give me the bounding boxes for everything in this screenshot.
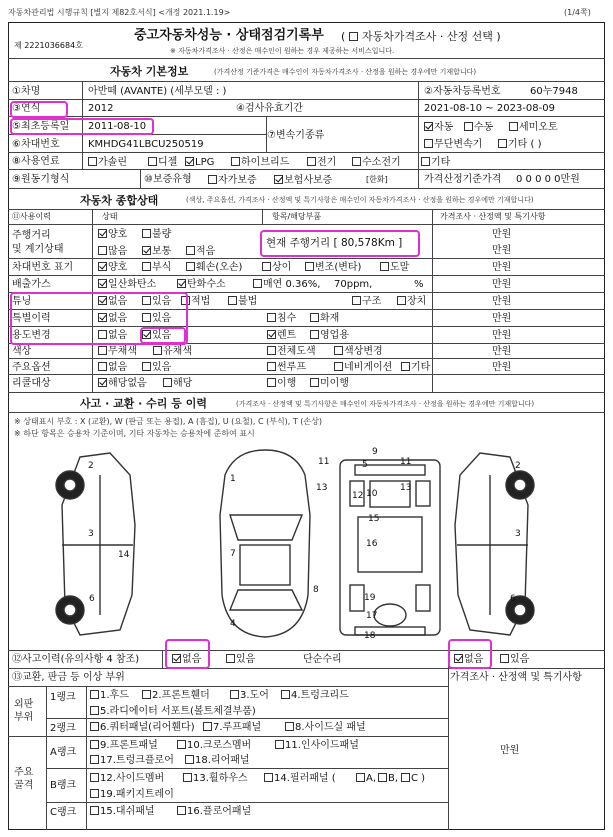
col-usage: ⑪사용이력	[12, 212, 51, 221]
diagram-number: 13	[400, 483, 412, 493]
year-value: 2012	[88, 103, 114, 114]
diagram-number: 12	[352, 491, 364, 501]
part-side-sill[interactable]: 8.사이드실 패널	[285, 722, 366, 733]
diagram-number: 6	[510, 594, 516, 604]
diagram-number: 17	[366, 611, 378, 621]
tuning-exists[interactable]: 있음	[142, 296, 171, 307]
diagram-number: 10	[366, 489, 378, 499]
part-cross-member[interactable]: 10.크로스멤버	[177, 740, 251, 751]
part-pillar-c[interactable]: C )	[401, 773, 425, 784]
warranty-company: [한화]	[366, 175, 388, 184]
first-reg-label: ⑤최초등록일	[12, 121, 70, 132]
rank-c-label: C랭크	[50, 807, 77, 818]
warranty-label: ⑩보증유형	[144, 174, 192, 185]
diagram-number: 3	[515, 529, 521, 539]
accident-note: (가격조사 · 산정액 및 특기사항은 매수인이 자동차가격조사 · 산정을 원하는 경우에만 기재합니다)	[236, 400, 535, 408]
emission-hc[interactable]: 탄화수소	[177, 279, 226, 290]
part-dash-panel[interactable]: 15.대쉬패널	[90, 806, 155, 817]
special-label: 특별이력	[12, 313, 51, 324]
options-label: 주요옵션	[12, 362, 51, 373]
vin-rust[interactable]: 부식	[142, 262, 171, 273]
basic-info-title: 자동차 기본정보	[110, 65, 189, 78]
tuning-label: 튜닝	[12, 296, 32, 307]
diagram-number: 4	[230, 619, 236, 629]
trans-other[interactable]: 기타 ( )	[498, 139, 541, 150]
car-diagram	[40, 445, 580, 645]
price-tuning: 만원	[492, 296, 512, 307]
warranty-self[interactable]: 자가보증	[208, 175, 257, 186]
vin-damage[interactable]: 훼손(오손)	[186, 262, 242, 273]
part-radiator-support[interactable]: 5.라디에이터 서포트(볼트체결부품)	[90, 706, 256, 717]
rank-1-label: 1랭크	[50, 692, 76, 703]
main-frame-label-2: 골격	[14, 780, 34, 791]
car-name-value: 아반떼 (AVANTE) (세부모델 : )	[88, 86, 227, 97]
part-wheel-house[interactable]: 13.휠하우스	[183, 773, 248, 784]
simple-repair-exists[interactable]: 있음	[500, 654, 529, 665]
recall-done[interactable]: 이행	[267, 378, 296, 389]
diagram-number: 2	[515, 461, 521, 471]
trans-manual[interactable]: 수동	[464, 122, 493, 133]
special-none[interactable]: 없음	[98, 313, 127, 324]
mileage-more[interactable]: 많음	[98, 246, 127, 257]
price-check-checkbox[interactable]	[349, 32, 358, 41]
exchange-label: ⑬교환, 판금 등 이상 부위	[12, 672, 125, 683]
vin-change[interactable]: 변조(변타)	[305, 262, 361, 273]
warranty-insurance[interactable]: 보험사보증	[274, 175, 332, 186]
mileage-label-1: 주행거리	[12, 230, 51, 241]
trans-label: ⑦변속기종류	[267, 130, 325, 141]
diagram-number: 18	[364, 631, 376, 641]
document-title: 중고자동차성능 · 상태점검기록부	[134, 28, 324, 43]
part-inside-panel[interactable]: 11.인사이드패널	[275, 740, 359, 751]
gauge-bad[interactable]: 불량	[142, 229, 171, 240]
col-price: 가격조사 · 산정액 및 특기사항	[440, 212, 546, 221]
options-exists[interactable]: 있음	[142, 362, 171, 373]
exchange-price: 만원	[500, 745, 520, 756]
title-suffix: 자동차가격조사 · 산정 선택 )	[362, 30, 501, 43]
rank-b-label: B랭크	[50, 780, 77, 791]
diagram-number: 7	[230, 549, 236, 559]
validity-label: ④검사유효기간	[236, 103, 303, 114]
car-frame-view	[340, 457, 440, 635]
emission-co[interactable]: 일산화탄소	[98, 279, 156, 290]
price-vin: 만원	[492, 262, 512, 273]
trans-semi[interactable]: 세미오토	[509, 122, 558, 133]
color-label: 색상	[12, 346, 32, 357]
diagram-number: 19	[364, 593, 376, 603]
vin-diff[interactable]: 상이	[262, 262, 291, 273]
accident-title: 사고 · 교환 · 수리 등 이력	[80, 397, 207, 410]
simple-repair-label: 단순수리	[303, 654, 342, 665]
price-usage: 만원	[492, 330, 512, 341]
diagram-number: 9	[372, 447, 378, 457]
recall-na[interactable]: 해당없음	[98, 378, 147, 389]
fuel-label: ⑧사용연료	[12, 156, 60, 167]
basic-info-note: (가격산정 기준가격은 매수인이 자동차가격조사 · 산정을 원하는 경우에만 기재합니다)	[214, 68, 477, 76]
color-chromatic[interactable]: 유채색	[153, 346, 192, 357]
price-options: 만원	[492, 362, 512, 373]
price-mileage-1: 만원	[492, 229, 512, 240]
col-detail: 항목/해당부품	[272, 212, 322, 221]
engine-label: ⑨원동기형식	[12, 174, 70, 185]
outer-label-1: 외판	[14, 699, 34, 710]
emission-label: 배출가스	[12, 279, 51, 290]
gauge-good[interactable]: 양호	[98, 229, 127, 240]
col-state: 상태	[102, 212, 118, 221]
trans-cvt[interactable]: 무단변속기	[424, 139, 482, 150]
part-hood[interactable]: 1.후드	[90, 690, 129, 701]
first-reg-value: 2011-08-10	[88, 121, 147, 132]
page-number: (1/4쪽)	[564, 8, 591, 17]
special-flood[interactable]: 침수	[267, 313, 296, 324]
exchange-price-col: 가격조사 · 산정액 및 특기사항	[450, 672, 582, 683]
part-pillar-b[interactable]: B,	[378, 773, 398, 784]
recall-yes[interactable]: 해당	[163, 378, 192, 389]
rank-2-label: 2랭크	[50, 723, 76, 734]
part-pillar-a[interactable]: A,	[356, 773, 376, 784]
options-none[interactable]: 없음	[98, 362, 127, 373]
vin-missing[interactable]: 도말	[380, 262, 409, 273]
tuning-illegal[interactable]: 불법	[228, 296, 257, 307]
document-number: 제 2221036684호	[14, 41, 83, 50]
diagram-number: 16	[366, 539, 378, 549]
recall-notdone[interactable]: 미이행	[310, 378, 349, 389]
reg-no-label: ②자동차등록번호	[424, 86, 501, 97]
color-change[interactable]: 색상변경	[334, 346, 383, 357]
diagram-number: 15	[368, 514, 380, 524]
diagram-number: 13	[316, 483, 328, 493]
tuning-structure[interactable]: 구조	[352, 296, 381, 307]
recall-label: 리콜대상	[12, 378, 51, 389]
car-left-side-view	[56, 453, 135, 635]
diagram-number: 1	[230, 474, 236, 484]
fuel-electric[interactable]: 전기	[307, 157, 336, 168]
diagram-number: 6	[89, 594, 95, 604]
part-floor-panel[interactable]: 16.플로어패널	[177, 806, 251, 817]
usage-none[interactable]: 없음	[98, 330, 127, 341]
vin-good[interactable]: 양호	[98, 262, 127, 273]
part-roof-panel[interactable]: 7.루프패널	[203, 722, 261, 733]
part-pillar-panel[interactable]: 14.필러패널 (	[264, 773, 336, 784]
special-fire[interactable]: 화재	[310, 313, 339, 324]
part-side-member[interactable]: 12.사이드멤버	[90, 773, 164, 784]
fuel-hydrogen[interactable]: 수소전기	[352, 157, 401, 168]
diagram-number: 3	[88, 529, 94, 539]
document-subnote: ※ 자동차가격조사 · 산정은 매수인이 원하는 경우 제공하는 서비스입니다.	[170, 47, 395, 55]
validity-value: 2021-08-10 ~ 2023-08-09	[424, 103, 555, 114]
history-label: ⑫사고이력(유의사항 4 참조)	[12, 654, 140, 665]
tuning-device[interactable]: 장치	[397, 296, 426, 307]
part-quarter-panel[interactable]: 6.쿼터패널(리어휀다)	[90, 722, 195, 733]
special-exists[interactable]: 있음	[142, 313, 171, 324]
fuel-diesel[interactable]: 디젤	[148, 157, 177, 168]
fuel-gasoline[interactable]: 가솔린	[88, 157, 127, 168]
usage-rent[interactable]: 렌트	[267, 330, 296, 341]
emission-smoke[interactable]: 매연 0.36%,	[253, 279, 320, 290]
option-sunroof[interactable]: 썬루프	[267, 362, 306, 373]
price-color: 만원	[492, 346, 512, 357]
price-basis-value: 0 0 0 0 0만원	[516, 174, 580, 185]
history-exists[interactable]: 있음	[226, 654, 255, 665]
title-paren-open: (	[341, 30, 346, 43]
price-mileage-2: 만원	[492, 245, 512, 256]
rank-a-label: A랭크	[50, 747, 77, 758]
usage-label: 용도변경	[12, 330, 51, 341]
diagram-number: 11	[318, 457, 330, 467]
emission-ppm: 70ppm,	[334, 279, 373, 290]
fuel-lpg[interactable]: LPG	[185, 157, 214, 168]
usage-exists[interactable]: 있음	[142, 330, 171, 341]
usage-business[interactable]: 영업용	[310, 330, 349, 341]
part-front-fender[interactable]: 2.프론트휀더	[142, 690, 210, 701]
tuning-none[interactable]: 없음	[98, 296, 127, 307]
vin-value: KMHDG41LBCU250519	[88, 139, 204, 150]
simple-repair-none[interactable]: 없음	[454, 654, 483, 665]
regulation-header: 자동차관리법 시행규칙 [별지 제82호서식] <개정 2021.1.19>	[8, 8, 231, 17]
trans-auto[interactable]: 자동	[424, 122, 453, 133]
price-basis-label: 가격산정기준가격	[424, 174, 502, 185]
reg-no-value: 60누7948	[530, 86, 578, 97]
overall-note: (색상, 주요옵션, 가격조사 · 산정액 및 특기사항은 매수인이 자동차가격조사 · 산정을 원하는 경우에만 기재합니다)	[186, 196, 534, 204]
year-label: ③연식	[12, 103, 41, 114]
outer-label-2: 부위	[14, 712, 34, 723]
diagram-number: 8	[313, 585, 319, 595]
part-package-tray[interactable]: 19.패키지트레이	[90, 789, 174, 800]
price-emission: 만원	[492, 279, 512, 290]
part-front-panel[interactable]: 9.프론트패널	[90, 740, 158, 751]
diagram-number: 11	[400, 457, 412, 467]
mileage-less[interactable]: 적음	[186, 246, 215, 257]
mileage-normal[interactable]: 보통	[142, 246, 171, 257]
emission-pct: %	[414, 279, 424, 290]
part-trunk-floor[interactable]: 17.트렁크플로어	[90, 755, 174, 766]
part-trunk-lid[interactable]: 4.트렁크리드	[281, 690, 349, 701]
mileage-label-2: 및 계기상태	[12, 244, 64, 255]
diagram-number: 5	[362, 460, 368, 470]
main-frame-label-1: 주요	[14, 767, 34, 778]
overall-title: 자동차 종합상태	[80, 194, 159, 207]
option-other[interactable]: 기타	[401, 362, 430, 373]
part-door[interactable]: 3.도어	[230, 690, 269, 701]
color-achromatic[interactable]: 무채색	[98, 346, 137, 357]
option-navigation[interactable]: 네비게이션	[334, 362, 392, 373]
diagram-number: 14	[118, 550, 130, 560]
accident-legend: ※ 상태표시 부호 : X (교환), W (판금 또는 용접), A (흠집), U (요철), C (부식), T (손상)	[14, 417, 323, 426]
mileage-value: 현재 주행거리 [ 80,578Km ]	[266, 237, 403, 249]
price-special: 만원	[492, 313, 512, 324]
car-right-side-view	[455, 453, 534, 635]
accident-legend-2: ※ 하단 항목은 승용차 기준이며, 기타 자동차는 승용차에 준하여 표시	[14, 429, 255, 438]
car-name-label: ①차명	[12, 86, 41, 97]
fuel-other[interactable]: 기타	[421, 157, 450, 168]
diagram-number: 2	[88, 461, 94, 471]
color-full-paint[interactable]: 전체도색	[267, 346, 316, 357]
tuning-legal[interactable]: 적법	[181, 296, 210, 307]
vin-label: ⑥차대번호	[12, 139, 60, 150]
history-none[interactable]: 없음	[172, 654, 201, 665]
fuel-hybrid[interactable]: 하이브리드	[231, 157, 289, 168]
vin-mark-label: 차대번호 표기	[12, 262, 74, 273]
part-rear-panel[interactable]: 18.리어패널	[185, 755, 250, 766]
